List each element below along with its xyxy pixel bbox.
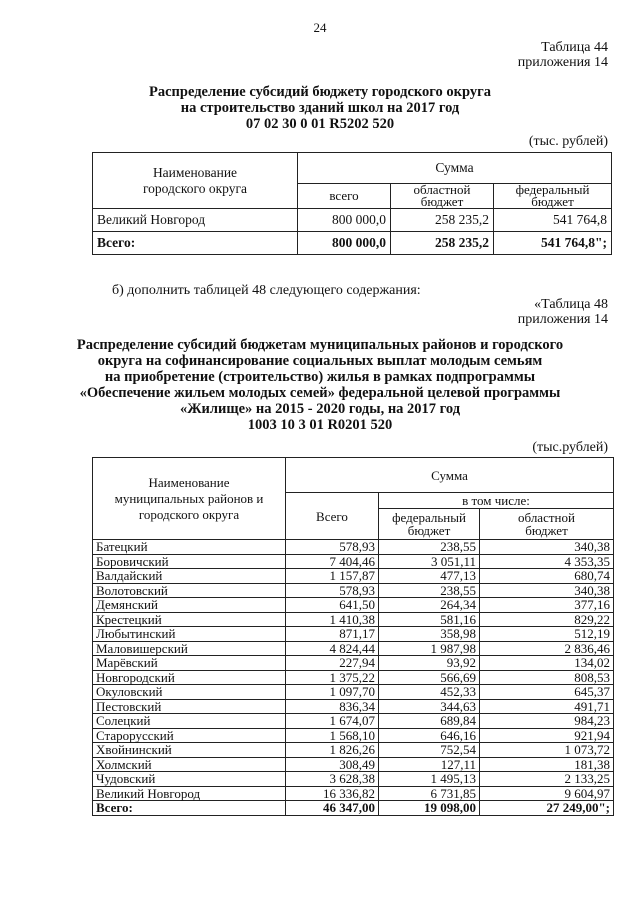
table-row [93, 598, 614, 613]
table48-header-name-line3: городского округа [138, 506, 240, 522]
table48-row-name: Любытинский [93, 627, 286, 642]
table48-row-regional: 4 353,35 [480, 554, 614, 569]
table44-title [60, 84, 580, 132]
table44-header-total: всего [298, 184, 391, 209]
table44-ref-line1: Таблица 44 [541, 40, 608, 55]
table48-title-line2: округа на софинансирование социальных выплат молодым семьям [97, 353, 543, 369]
table48-total-label: Всего: [93, 801, 286, 816]
table48-row-total: 7 404,46 [286, 554, 379, 569]
table48-row-regional: 181,38 [480, 757, 614, 772]
table44-header-regional-line1: областной [413, 182, 471, 197]
table48-row-total: 4 824,44 [286, 641, 379, 656]
table44-reference [518, 40, 608, 70]
table48-row-total: 578,93 [286, 583, 379, 598]
table44-row-federal: 541 764,8 [494, 209, 612, 232]
table48-row-name: Маловишерский [93, 641, 286, 656]
table48-row-total: 1 157,87 [286, 569, 379, 584]
page-number: 24 [313, 20, 327, 35]
table44-header-federal-line1: федеральный [515, 182, 590, 197]
table-row [93, 627, 614, 642]
table48-row-name: Батецкий [93, 540, 286, 555]
table48-row-federal: 581,16 [379, 612, 480, 627]
table48-header-regional [480, 509, 614, 540]
table48-row-regional: 377,16 [480, 598, 614, 613]
table48-row-regional: 2 133,25 [480, 772, 614, 787]
table48-row-regional: 1 073,72 [480, 743, 614, 758]
table48-header-total: Всего [286, 493, 379, 540]
table48-header-name [93, 458, 286, 540]
table48-total-row [93, 801, 614, 816]
table44-unit: (тыс. рублей) [528, 134, 608, 149]
table48-row-federal: 6 731,85 [379, 786, 480, 801]
table44-row-regional: 258 235,2 [391, 209, 494, 232]
table48-row-federal: 452,33 [379, 685, 480, 700]
table-row [93, 612, 614, 627]
table44-total-regional: 258 235,2 [391, 232, 494, 255]
table48-row-regional: 134,02 [480, 656, 614, 671]
table48-row-total: 308,49 [286, 757, 379, 772]
table48-ref-line2: приложения 14 [517, 312, 608, 327]
table48-row-federal: 238,55 [379, 540, 480, 555]
table44-total-label: Всего: [93, 232, 298, 255]
table48-row-total: 871,17 [286, 627, 379, 642]
table44-row-name: Великий Новгород [93, 209, 298, 232]
table48-total-total: 46 347,00 [286, 801, 379, 816]
table44-header-regional [391, 184, 494, 209]
table48-row-regional: 340,38 [480, 540, 614, 555]
table48-header-federal-line2: бюджет [407, 523, 451, 538]
table44-row-total: 800 000,0 [298, 209, 391, 232]
table48-row-federal: 344,63 [379, 699, 480, 714]
table48-row-name: Новгородский [93, 670, 286, 685]
table48-row-regional: 512,19 [480, 627, 614, 642]
table-row [93, 699, 614, 714]
table44-total-total: 800 000,0 [298, 232, 391, 255]
table48-row-regional: 829,22 [480, 612, 614, 627]
table48-row-total: 3 628,38 [286, 772, 379, 787]
table48 [92, 457, 614, 816]
table48-reference [518, 297, 608, 327]
table48-row-federal: 1 987,98 [379, 641, 480, 656]
table-row [93, 714, 614, 729]
table44-title-line1: Распределение субсидий бюджету городского округа [149, 84, 491, 100]
table48-row-total: 1 568,10 [286, 728, 379, 743]
table48-row-name: Демянский [93, 598, 286, 613]
table-row [93, 685, 614, 700]
table44-header-name-line2: городского округа [142, 180, 248, 196]
table-row [93, 583, 614, 598]
table48-title-line4: «Обеспечение жильем молодых семей» федеральной целевой программы [79, 385, 561, 401]
table48-row-total: 641,50 [286, 598, 379, 613]
table48-row-name: Чудовский [93, 772, 286, 787]
table44-total-federal: 541 764,8"; [494, 232, 612, 255]
table48-header-federal-line1: федеральный [392, 510, 466, 525]
table-row [93, 540, 614, 555]
table-row [93, 569, 614, 584]
table48-header-regional-line1: областной [518, 510, 575, 525]
table48-title-line6: 1003 10 3 01 R0201 520 [247, 417, 393, 433]
table-row [93, 554, 614, 569]
table48-row-regional: 984,23 [480, 714, 614, 729]
table48-row-regional: 2 836,46 [480, 641, 614, 656]
table48-total-federal: 19 098,00 [379, 801, 480, 816]
table48-header-regional-line2: бюджет [525, 523, 568, 538]
table48-row-name: Холмский [93, 757, 286, 772]
table48-row-regional: 808,53 [480, 670, 614, 685]
table44-header-sum: Сумма [298, 153, 612, 184]
table48-title [40, 337, 600, 433]
table48-row-regional: 340,38 [480, 583, 614, 598]
table-row [93, 786, 614, 801]
table48-row-federal: 689,84 [379, 714, 480, 729]
table48-row-federal: 566,69 [379, 670, 480, 685]
table48-row-federal: 238,55 [379, 583, 480, 598]
table48-row-total: 836,34 [286, 699, 379, 714]
table44-total-row [93, 232, 612, 255]
table48-row-total: 1 674,07 [286, 714, 379, 729]
table48-row-name: Окуловский [93, 685, 286, 700]
table48-row-total: 578,93 [286, 540, 379, 555]
table48-total-regional: 27 249,00"; [480, 801, 614, 816]
table48-row-name: Марёвский [93, 656, 286, 671]
table48-header-name-line2: муниципальных районов и [114, 490, 264, 506]
table44-header-regional-line2: бюджет [420, 194, 464, 209]
table44-ref-line2: приложения 14 [517, 55, 608, 70]
table48-row-name: Крестецкий [93, 612, 286, 627]
table48-row-name: Солецкий [93, 714, 286, 729]
table48-row-total: 1 375,22 [286, 670, 379, 685]
table44-header-name-line1: Наименование [152, 164, 238, 180]
table48-row-regional: 491,71 [480, 699, 614, 714]
table44-header-federal-line2: бюджет [531, 194, 574, 209]
table-row [93, 209, 612, 232]
table48-row-name: Валдайский [93, 569, 286, 584]
table48-row-federal: 93,92 [379, 656, 480, 671]
table48-row-name: Пестовский [93, 699, 286, 714]
table44-title-line3: 07 02 30 0 01 R5202 520 [245, 116, 395, 132]
table44-title-line2: на строительство зданий школ на 2017 год [180, 100, 460, 116]
table48-row-federal: 127,11 [379, 757, 480, 772]
table48-row-name: Волотовский [93, 583, 286, 598]
table48-row-federal: 358,98 [379, 627, 480, 642]
table48-ref-line1: «Таблица 48 [534, 297, 608, 312]
table48-header-federal [379, 509, 480, 540]
table48-row-total: 1 826,26 [286, 743, 379, 758]
table48-row-federal: 477,13 [379, 569, 480, 584]
table48-title-line1: Распределение субсидий бюджетам муниципальных районов и городского [76, 337, 564, 353]
table48-row-federal: 646,16 [379, 728, 480, 743]
table48-row-total: 16 336,82 [286, 786, 379, 801]
table-row [93, 670, 614, 685]
table-row [93, 772, 614, 787]
table48-row-federal: 752,54 [379, 743, 480, 758]
table48-title-line3: на приобретение (строительство) жилья в рамках подпрограммы [104, 369, 536, 385]
table48-row-federal: 1 495,13 [379, 772, 480, 787]
table48-row-federal: 264,34 [379, 598, 480, 613]
table48-row-regional: 645,37 [480, 685, 614, 700]
table48-row-name: Хвойнинский [93, 743, 286, 758]
table48-title-line5: «Жилище» на 2015 - 2020 годы, на 2017 год [179, 401, 461, 417]
table-row [93, 743, 614, 758]
amendment-paragraph: б) дополнить таблицей 48 следующего содержания: [112, 283, 421, 298]
table-row [93, 728, 614, 743]
table48-row-total: 1 097,70 [286, 685, 379, 700]
table48-row-total: 227,94 [286, 656, 379, 671]
table48-unit: (тыс.рублей) [532, 440, 608, 455]
table44-header-name [93, 153, 298, 209]
table48-row-name: Старорусский [93, 728, 286, 743]
table-row [93, 656, 614, 671]
table44-header-federal [494, 184, 612, 209]
table48-row-regional: 680,74 [480, 569, 614, 584]
table44 [92, 152, 612, 255]
table48-row-federal: 3 051,11 [379, 554, 480, 569]
table48-row-total: 1 410,38 [286, 612, 379, 627]
table48-header-including: в том числе: [379, 493, 614, 509]
table48-row-name: Великий Новгород [93, 786, 286, 801]
table48-header-name-line1: Наименование [148, 474, 230, 490]
table-row [93, 757, 614, 772]
table48-header-sum: Сумма [286, 458, 614, 493]
table48-row-name: Боровичский [93, 554, 286, 569]
table-row [93, 641, 614, 656]
table48-row-regional: 9 604,97 [480, 786, 614, 801]
table48-row-regional: 921,94 [480, 728, 614, 743]
